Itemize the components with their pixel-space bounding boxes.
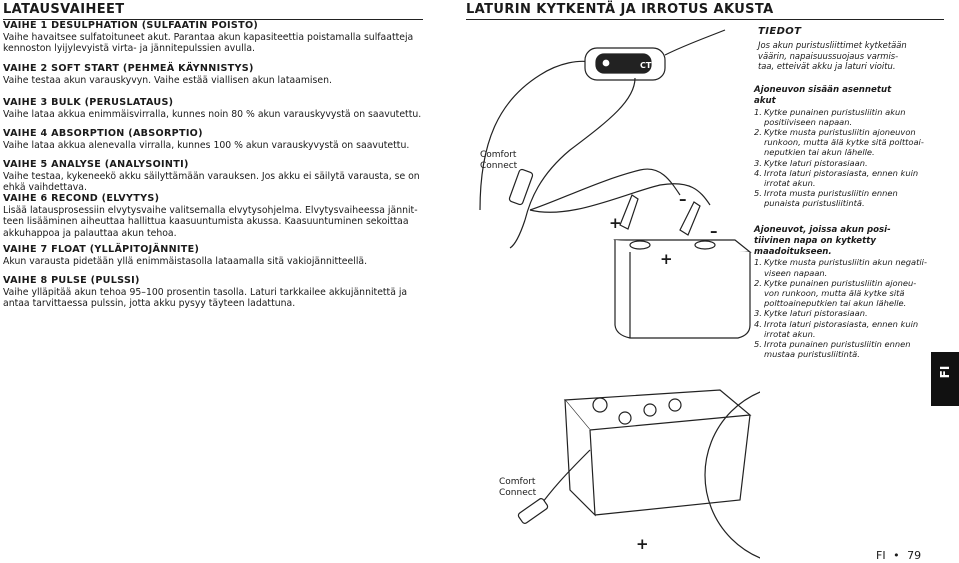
step-text-line: punaista puristusliitintä.	[764, 198, 865, 209]
comfort-connector-1	[509, 169, 534, 206]
phase-description-line: Vaihe testaa, kykeneekö akku säilyttämään varauksen. Jos akku ei säilytä varausta, se on	[3, 171, 420, 182]
step-number: 1.	[754, 106, 762, 117]
phase-title: VAIHE 2 SOFT START (PEHMEÄ KÄYNNISTYS)	[3, 63, 254, 74]
step-number: 2.	[754, 277, 762, 288]
battery-terminal-positive	[630, 241, 650, 249]
minus-sign-2: –	[710, 222, 718, 240]
phase-title: VAIHE 8 PULSE (PULSSI)	[3, 275, 140, 286]
step-text-line: Kytke musta puristusliitin akun negatii-	[764, 257, 927, 268]
vehicle-terminal-4	[669, 399, 681, 411]
phase-description-line: kennoston lyijylevyistä virta- ja jännitepulssien avulla.	[3, 43, 255, 55]
phase-title: VAIHE 3 BULK (PERUSLATAUS)	[3, 97, 174, 108]
step-item	[754, 158, 934, 168]
phase-title: VAIHE 6 RECOND (ELVYTYS)	[3, 193, 160, 204]
plus-sign-3: +	[636, 535, 649, 553]
step-text-line: polttoaineputkien tai akun lähelle.	[764, 298, 907, 309]
info-line: Jos akun puristusliittimet kytketään	[758, 40, 907, 50]
minus-sign-1: –	[679, 190, 687, 208]
step-text-line: Kytke laturi pistorasiaan.	[764, 308, 868, 319]
phase-title: VAIHE 4 ABSORPTION (ABSORPTIO)	[3, 128, 203, 139]
vehicle-terminal-1	[593, 398, 607, 412]
comfort-connect-label-2: Comfort Connect	[499, 477, 537, 498]
page-number: 79	[907, 549, 922, 562]
phase-description-line: Lisää latausprosessiin elvytysvaihe valitsemalla elvytysohjelma. Elvytysvaiheessa jännit-	[3, 205, 418, 216]
positive-clamp-icon	[620, 195, 638, 229]
section-in-vehicle-steps	[754, 107, 934, 209]
step-text-line: Irrota punainen puristusliitin ennen	[764, 339, 911, 350]
footer-bullet: •	[893, 549, 900, 562]
charger-output-cable	[525, 78, 635, 220]
phase-description-line: Vaihe lataa akkua alenevalla virralla, kunnes 100 % akun varauskyvystä on saavutettu.	[3, 140, 410, 151]
step-item	[754, 107, 934, 127]
step-text-line: neputkien tai akun lähelle.	[764, 147, 875, 158]
step-number: 5.	[754, 188, 762, 199]
step-number: 5.	[754, 339, 762, 350]
cable-positive	[530, 169, 680, 210]
info-heading: TIEDOT	[758, 26, 802, 37]
language-side-tab-label: FI	[938, 365, 952, 379]
footer-language: FI	[876, 549, 886, 562]
phase-description-line: Vaihe havaitsee sulfatoituneet akut. Parantaa akun kapasiteettia poistamalla sulfaatteja	[3, 32, 414, 43]
step-text-line: irrotat akun.	[764, 328, 816, 339]
section-heading-line: akut	[754, 95, 776, 106]
section-positive-grounded-steps	[754, 257, 934, 359]
section-in-vehicle	[754, 85, 934, 209]
step-text-line: viseen napaan.	[764, 267, 828, 278]
page-footer	[876, 549, 921, 562]
step-item	[754, 257, 934, 277]
info-line: taa, etteivät akku ja laturi vioitu.	[758, 61, 896, 72]
comfort-connect-label-1: Comfort Connect	[480, 150, 518, 171]
step-text-line: positiiviseen napaan.	[764, 116, 853, 127]
section-heading-line: Ajoneuvot, joissa akun posi-	[754, 225, 891, 235]
connection-title: LATURIN KYTKENTÄ JA IRROTUS AKUSTA	[466, 2, 774, 17]
step-number: 1.	[754, 257, 762, 268]
section-positive-grounded-heading	[754, 225, 934, 257]
power-cord	[480, 61, 590, 210]
phase-block	[3, 275, 423, 310]
language-side-tab	[931, 352, 959, 406]
step-item	[754, 168, 934, 188]
section-heading-line: Ajoneuvon sisään asennetut	[754, 85, 892, 95]
info-line: väärin, napaisuussuojaus varmis-	[758, 50, 899, 61]
comfort-connector-2	[517, 497, 548, 524]
step-text-line: mustaa puristusliitintä.	[764, 349, 860, 360]
section-heading-line: tiivinen napa on kytketty	[754, 235, 876, 246]
step-text-line: Kytke laturi pistorasiaan.	[764, 157, 868, 168]
step-text-line: Irrota musta puristusliitin ennen	[764, 188, 898, 199]
phase-block	[3, 193, 423, 239]
right-title-block	[466, 2, 796, 17]
step-number: 2.	[754, 127, 762, 137]
phase-description-line: antaa tarvittaessa pulssin, jotta akku pysyy täyteen ladattuna.	[3, 298, 296, 310]
step-text-line: runkoon, mutta älä kytke sitä polttoai-	[764, 137, 924, 148]
charger-led-icon	[602, 59, 610, 67]
section-in-vehicle-heading	[754, 85, 934, 107]
phase-block	[3, 20, 423, 55]
step-number: 4.	[754, 167, 762, 178]
vehicle-terminal-3	[644, 404, 656, 416]
phase-block	[3, 97, 423, 120]
step-text-line: Irrota laturi pistorasiasta, ennen kuin	[764, 167, 919, 178]
phase-description-line: akkuhappoa ja palauttaa akun tehoa.	[3, 227, 177, 239]
section-heading-line: maadoitukseen.	[754, 246, 832, 257]
step-number: 3.	[754, 157, 762, 168]
phase-description-line: ehkä vaihdettava.	[3, 182, 87, 194]
step-text-line: von runkoon, mutta älä kytke sitä	[764, 288, 905, 298]
phase-description-line: Akun varausta pidetään yllä enimmäistasolla lataamalla sitä vakiojännitteellä.	[3, 256, 368, 267]
step-item	[754, 278, 934, 309]
phase-description-line: Vaihe testaa akun varauskyvyn. Vaihe estää viallisen akun lataamisen.	[3, 75, 332, 86]
battery-terminal-negative	[695, 241, 715, 249]
phase-title: VAIHE 7 FLOAT (YLLÄPITOJÄNNITE)	[3, 244, 200, 255]
step-item	[754, 127, 934, 158]
phase-block	[3, 63, 423, 86]
left-title-block	[3, 2, 423, 17]
step-text-line: Kytke musta puristusliitin ajoneuvon	[764, 127, 916, 137]
step-text-line: Kytke punainen puristusliitin ajoneu-	[764, 277, 917, 288]
brand-logo: CTEK	[640, 61, 663, 70]
phase-block	[3, 128, 423, 151]
page-title-charging-phases: LATAUSVAIHEET	[3, 2, 125, 17]
charger-cable-top	[665, 30, 725, 55]
step-number: 3.	[754, 308, 762, 319]
step-item	[754, 339, 934, 359]
phase-title: VAIHE 1 DESULPHATION (SULFAATIN POISTO)	[3, 20, 259, 31]
vehicle-terminal-2	[619, 412, 631, 424]
phase-title: VAIHE 5 ANALYSE (ANALYSOINTI)	[3, 159, 189, 170]
section-positive-grounded	[754, 225, 934, 359]
phase-description-line: Vaihe ylläpitää akun tehoa 95–100 prosentin tasolla. Laturi tarkkailee akkujännitettä ja	[3, 287, 408, 298]
info-text	[758, 40, 933, 72]
step-text-line: irrotat akun.	[764, 178, 816, 189]
comfort-connect-cable	[510, 220, 525, 248]
step-text-line: Kytke punainen puristusliitin akun	[764, 106, 906, 117]
vehicle-battery-top	[565, 390, 750, 430]
battery-body	[615, 240, 750, 338]
step-item	[754, 308, 934, 318]
phase-block	[3, 244, 423, 267]
phase-description-line: teen lisääminen aiheuttaa hallittua kaasuuntumista akussa. Kaasuuntuminen sekoittaa	[3, 216, 409, 228]
phase-description-line: Vaihe lataa akkua enimmäisvirralla, kunnes noin 80 % akun varauskyvystä on saavutettu.	[3, 109, 422, 120]
step-item	[754, 319, 934, 339]
info-box	[758, 26, 933, 72]
vehicle-battery-front	[595, 415, 750, 515]
plus-sign-2: +	[660, 250, 673, 268]
plus-sign-1: +	[609, 214, 622, 232]
step-text-line: Irrota laturi pistorasiasta, ennen kuin	[764, 318, 919, 329]
step-number: 4.	[754, 318, 762, 329]
step-item	[754, 188, 934, 208]
phase-block	[3, 159, 423, 194]
